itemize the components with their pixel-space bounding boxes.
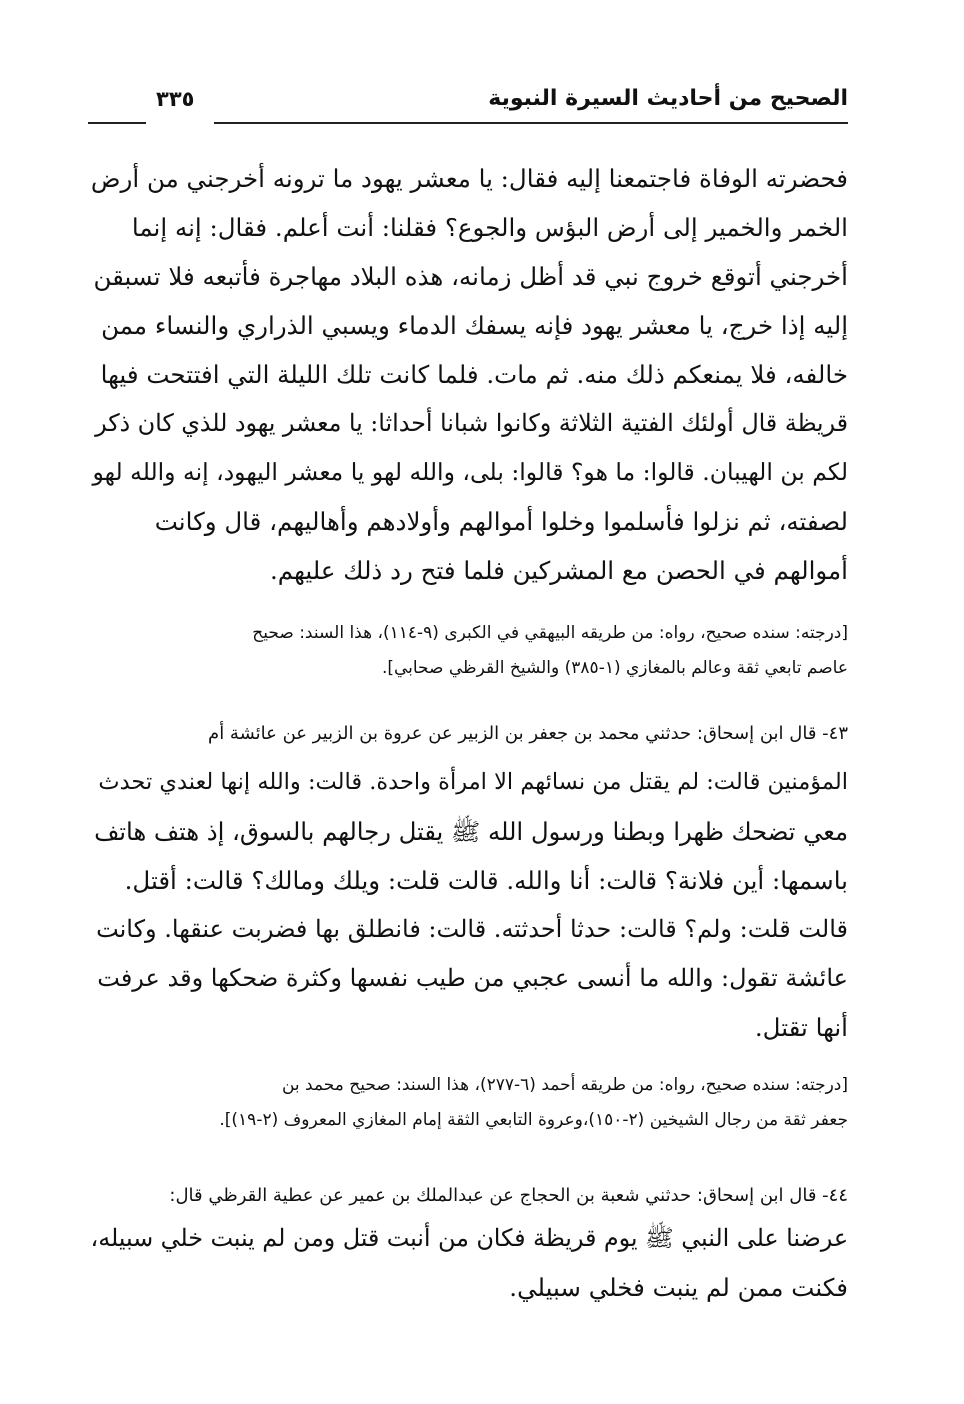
text-line: أنها تقتل. (754, 1013, 848, 1042)
hadith-43-isnad: ٤٣- قال ابن إسحاق: حدثني محمد بن جعفر بن الزبير عن عروة بن الزبير عن عائشة أم (208, 723, 848, 744)
text-line: [درجته: سنده صحيح، رواه: من طريقه أحمد (٦-٢٧٧)، هذا السند: صحيح محمد بن (281, 1075, 848, 1095)
page-number: ٣٣٥ (156, 87, 195, 111)
text-line: لصفته، ثم نزلوا فأسلموا وخلوا أموالهم وأولادهم وأهاليهم، قال وكانت (154, 507, 848, 536)
text-line: خالفه، فلا يمنعكم ذلك منه. ثم مات. فلما كانت تلك الليلة التي افتتحت فيها (100, 360, 848, 389)
text-line: أخرجني أتوقع خروج نبي قد أظل زمانه، هذه البلاد مهاجرة فأتبعه فلا تسبقن (93, 262, 848, 291)
text-line: الخمر والخمير إلى أرض البؤس والجوع؟ فقلنا: أنت أعلم. فقال: إنه إنما (131, 213, 848, 242)
text-line: فحضرته الوفاة فاجتمعنا إليه فقال: يا معشر يهود ما ترونه أخرجني من أرض (90, 164, 848, 193)
narrative-paragraph (92, 154, 848, 595)
text-line: قريظة قال أولئك الفتية الثلاثة وكانوا شبانا أحداثا: يا معشر يهود للذي كان ذكر (95, 409, 848, 437)
text-line: عرضنا على النبي ﷺ يوم قريظة فكان من أنبت قتل ومن لم ينبت خلي سبيله، (90, 1224, 848, 1252)
text-line: باسمها: أين فلانة؟ قالت: أنا والله. قالت قلت: ويلك ومالك؟ قالت: أقتل. (124, 866, 848, 895)
text-line: لكم بن الهيبان. قالوا: ما هو؟ قالوا: بلى، والله لهو يا معشر اليهود، إنه والله لهو (92, 458, 848, 486)
text-line: أموالهم في الحصن مع المشركين فلما فتح رد ذلك عليهم. (270, 556, 848, 585)
hadith-44-isnad: ٤٤- قال ابن إسحاق: حدثني شعبة بن الحجاج عن عبدالملك بن عمير عن عطية القرظي قال: (169, 1185, 848, 1206)
text-line: قالت قلت: ولم؟ قالت: حدثا أحدثته. قالت: فانطلق بها فضربت عنقها. وكانت (96, 915, 848, 943)
header-rule-short (88, 122, 146, 124)
text-line: عاصم تابعي ثقة وعالم بالمغازي (١-٣٨٥) والشيخ القرظي صحابي]. (381, 658, 848, 678)
grading-note (92, 616, 848, 686)
text-line: فكنت ممن لم ينبت فخلي سبيلي. (509, 1273, 848, 1302)
header-rule (214, 122, 848, 124)
running-header (88, 86, 848, 126)
hadith-43-text (92, 758, 848, 1052)
text-line: المؤمنين قالت: لم يقتل من نسائهم الا امرأة واحدة. قالت: والله إنها لعندي تحدث (98, 769, 848, 795)
text-line: معي تضحك ظهرا وبطنا ورسول الله ﷺ يقتل رجالهم بالسوق، إذ هتف هاتف (94, 817, 848, 846)
running-title: الصحيح من أحاديث السيرة النبوية (488, 86, 848, 111)
text-line: إليه إذا خرج، يا معشر يهود فإنه يسفك الدماء ويسبي الذراري والنساء ممن (101, 311, 848, 340)
hadith-44-text (92, 1214, 848, 1312)
text-line: جعفر ثقة من رجال الشيخين (٢-١٥٠)،وعروة التابعي الثقة إمام المغازي المعروف (٢-١٩)]. (219, 1110, 848, 1130)
grading-note (92, 1068, 848, 1138)
text-line: [درجته: سنده صحيح، رواه: من طريقه البيهقي في الكبرى (٩-١١٤)، هذا السند: صحيح (252, 623, 848, 643)
text-line: عائشة تقول: والله ما أنسى عجبي من طيب نفسها وكثرة ضحكها وقد عرفت (97, 964, 848, 992)
